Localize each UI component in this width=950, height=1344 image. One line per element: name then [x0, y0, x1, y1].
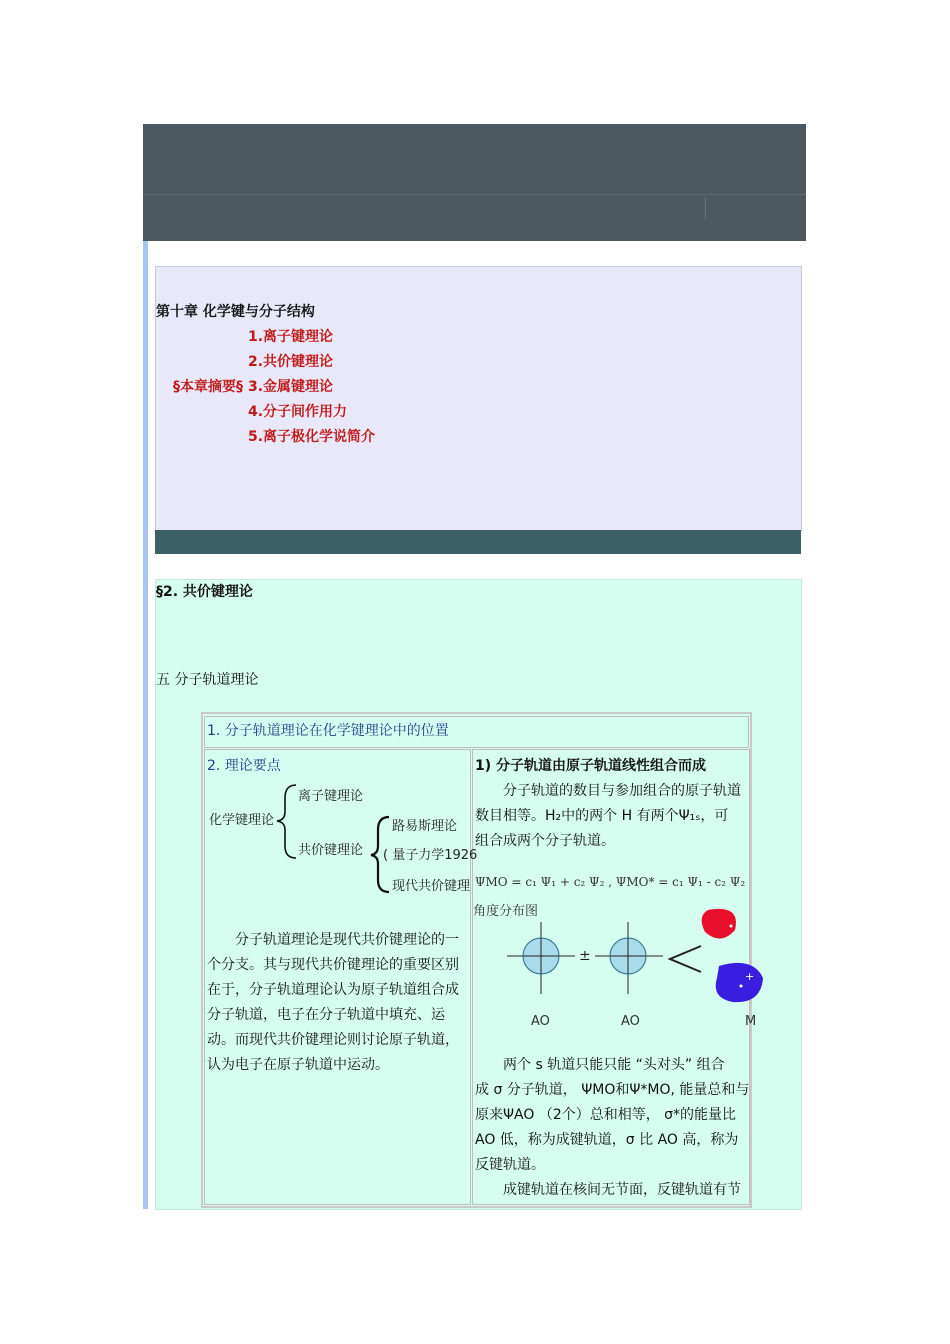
chapter-title: 第十章 化学键与分子结构 — [156, 304, 315, 320]
section-title: §2. 共价键理论 — [156, 584, 253, 600]
summary-footer-bar — [155, 530, 801, 554]
summary-link-intermolecular[interactable]: 4.分子间作用力 — [248, 404, 348, 420]
ao-left-label: AO — [531, 1014, 550, 1029]
header-nav-bar — [143, 195, 806, 241]
bonding-lobe-icon — [702, 909, 736, 939]
ao-right-label: AO — [621, 1014, 640, 1029]
nav-divider — [705, 197, 706, 219]
split-arrow-icon — [670, 946, 701, 972]
tree-lewis: 路易斯理论 — [392, 819, 458, 834]
mo-label: M — [745, 1014, 757, 1029]
right-heading: 1) 分子轨道由原子轨道线性组合而成 — [475, 758, 707, 774]
classification-tree-diagram — [205, 780, 478, 905]
left-rail — [143, 241, 148, 1209]
orbital-diagram — [473, 908, 755, 1033]
tree-ionic: 离子键理论 — [298, 789, 364, 804]
row1-text: 1. 分子轨道理论在化学键理论中的位置 — [207, 723, 449, 739]
angle-distribution-label: 角度分布图 — [473, 904, 539, 919]
section-subtitle: 五 分子轨道理论 — [156, 672, 259, 688]
plus-minus-sign: ± — [579, 948, 591, 964]
left-heading: 2. 理论要点 — [207, 758, 281, 774]
svg-text:+: + — [745, 970, 755, 983]
tree-covalent: 共价键理论 — [298, 843, 364, 858]
mo-formula: ΨMO = c₁ Ψ₁ + c₂ Ψ₂ , ΨMO* = c₁ Ψ₁ - c₂ Ψ₂ — [475, 875, 746, 889]
left-paragraph: 分子轨道理论是现代共价键理论的一 个分支。其与现代共价键理论的重要区别 在于，分子轨道理论认为原子轨道组合成 分子轨道，电子在分子轨道中填充、运 动。而现代共价键理论则讨论原子轨道， 认为电子在原子轨道中运动。 — [207, 932, 459, 1073]
tree-brace-1 — [277, 785, 296, 858]
summary-link-polarization[interactable]: 5.离子极化学说简介 — [248, 429, 376, 445]
summary-link-covalent[interactable]: 2.共价键理论 — [248, 354, 334, 370]
abstract-label[interactable]: §本章摘要§ — [173, 379, 243, 395]
summary-link-ionic[interactable]: 1.离子键理论 — [248, 329, 334, 345]
right-cell-content — [473, 750, 757, 1202]
summary-link-metallic[interactable]: 3.金属键理论 — [248, 379, 334, 395]
header-banner — [143, 124, 806, 195]
ao-right-icon — [595, 922, 663, 994]
tree-quantum: ( 量子力学1926 — [383, 848, 478, 863]
tree-modern: 现代共价键理 — [392, 879, 471, 894]
right-paragraph-1: 分子轨道的数目与参加组合的原子轨道 数目相等。H₂中的两个 H 有两个Ψ₁ₛ，可 组合成两个分子轨道。 — [475, 783, 741, 849]
ao-left-icon — [507, 922, 575, 994]
right-paragraph-2: 两个 s 轨道只能只能 “头对头” 组合 成 σ 分子轨道， ΨMO和Ψ*MO, 能量总和与 原来ΨAO （2个）总和相等， σ*的能量比 AO 低，称为成键轨道，σ 比 AO 高，称为 反键轨道。 — [475, 1057, 750, 1173]
tree-root: 化学键理论 — [209, 813, 275, 828]
right-paragraph-3: 成键轨道在核间无节面，反键轨道有节 — [503, 1182, 741, 1198]
